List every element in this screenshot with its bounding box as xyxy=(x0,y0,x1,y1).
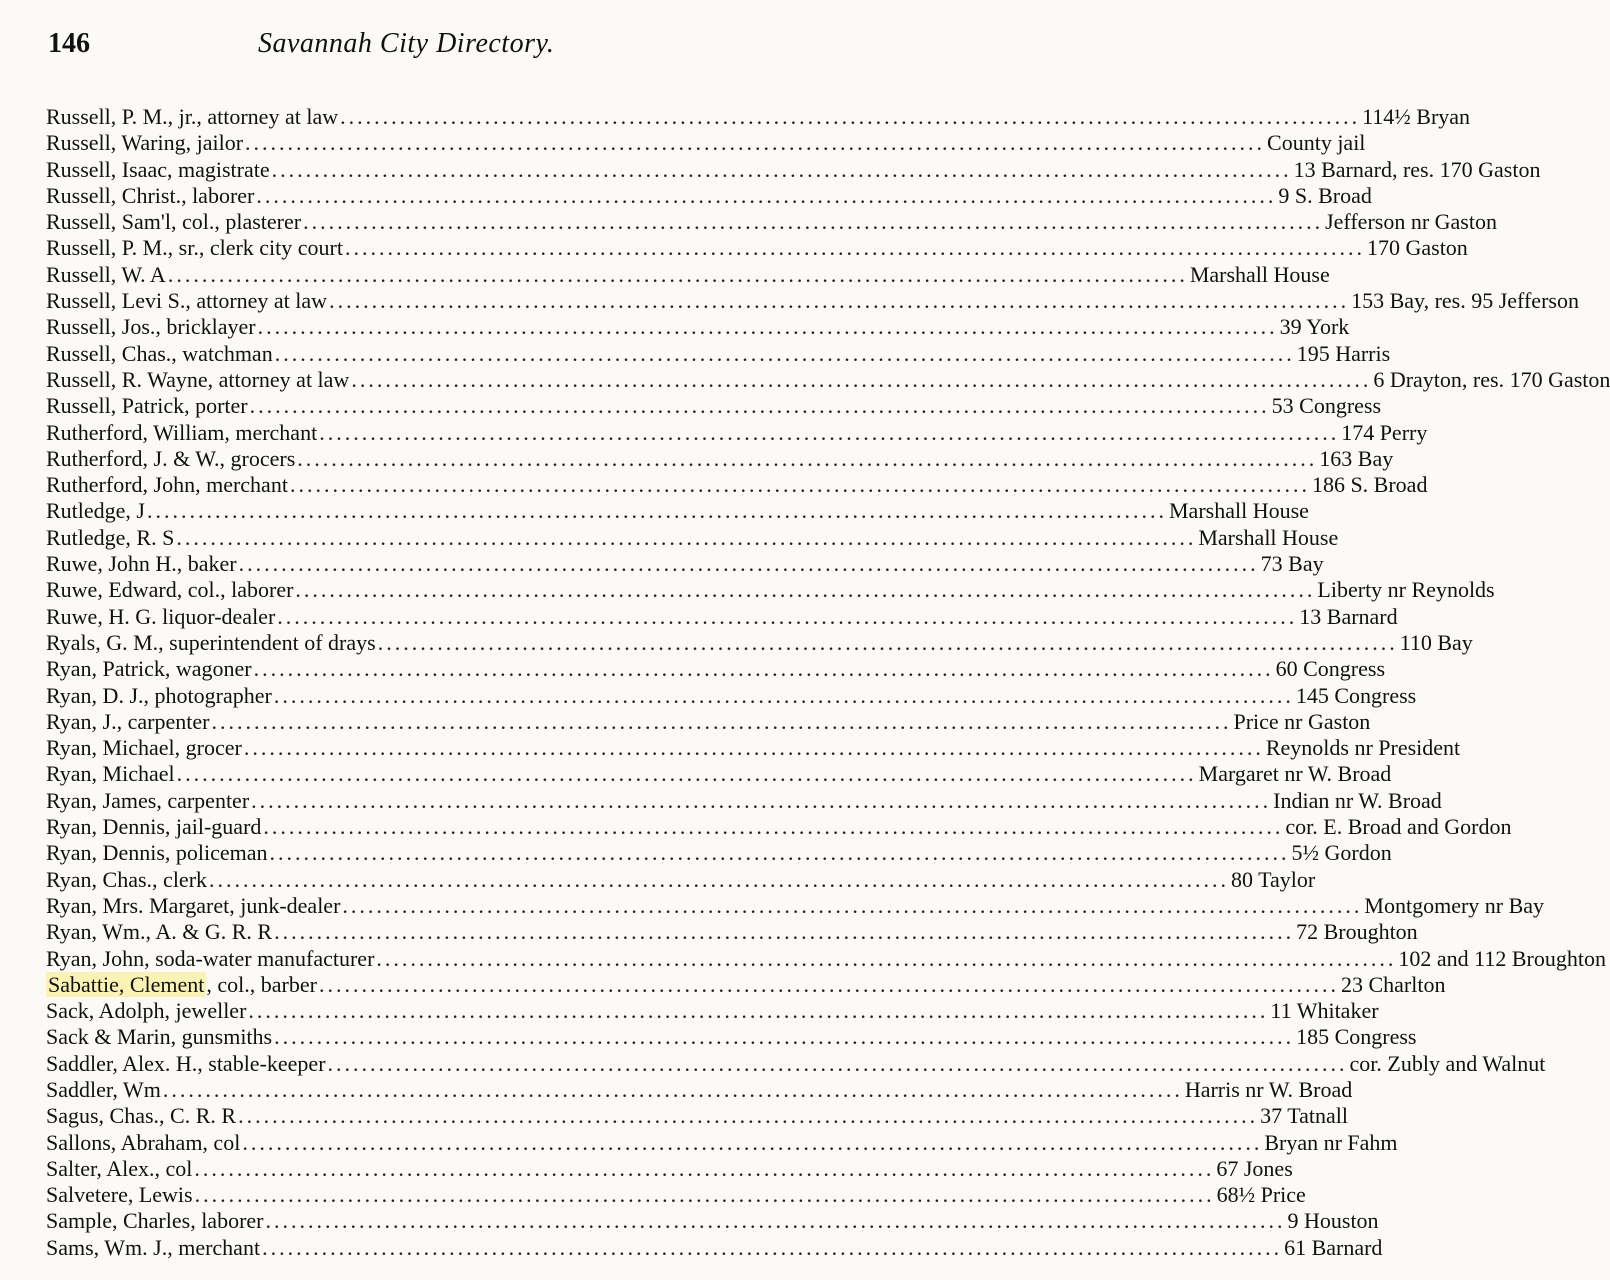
entry-name-text: Sallons, Abraham, col xyxy=(46,1129,241,1155)
leader-dots: ........................................................................................................................ xyxy=(257,314,1278,340)
page-header xyxy=(48,28,808,68)
directory-entry xyxy=(46,261,1330,288)
entry-name xyxy=(46,656,252,682)
entry-address: 60 Congress xyxy=(1275,656,1386,682)
entry-name-text: Russell, P. M., jr., attorney at law xyxy=(46,104,339,129)
entry-name xyxy=(46,104,338,130)
leader-dots: ........................................................................................................................ xyxy=(351,366,1372,392)
entry-address: Margaret nr W. Broad xyxy=(1198,761,1392,787)
entry-address: 185 Congress xyxy=(1296,1024,1417,1050)
entry-name xyxy=(46,735,242,761)
entry-name-text: Saddler, Alex. H., stable-keeper xyxy=(46,1050,326,1076)
entry-address: County jail xyxy=(1267,130,1366,156)
leader-dots: ........................................................................................................................ xyxy=(211,708,1232,734)
entry-name xyxy=(46,972,317,998)
entry-name-text: Ryan, Michael xyxy=(46,761,175,787)
entry-address: 9 S. Broad xyxy=(1278,182,1372,208)
entry-name xyxy=(46,630,376,656)
entry-name-text: Ryan, J., carpenter xyxy=(46,708,210,734)
directory-entry xyxy=(46,156,1541,183)
directory-entry xyxy=(46,130,1366,156)
directory-entry xyxy=(46,629,1473,656)
entry-name xyxy=(46,1182,193,1208)
entry-address: cor. Zubly and Walnut xyxy=(1349,1050,1546,1076)
leader-dots: ........................................................................................................................ xyxy=(242,1129,1263,1155)
directory-entry xyxy=(46,288,1579,314)
entry-name xyxy=(46,551,237,577)
directory-entry xyxy=(46,708,1371,735)
entry-address: Indian nr W. Broad xyxy=(1273,787,1442,813)
entry-address: 72 Broughton xyxy=(1296,919,1418,945)
entry-name xyxy=(46,761,175,787)
entry-address: 39 York xyxy=(1279,314,1350,340)
entry-address: 186 S. Broad xyxy=(1311,472,1428,498)
directory-entry xyxy=(46,919,1418,945)
entry-name xyxy=(46,498,145,524)
highlighted-name: Sabattie, Clement xyxy=(48,971,205,997)
leader-dots: ........................................................................................................................ xyxy=(238,551,1259,577)
directory-entries xyxy=(46,104,1610,1261)
entry-name xyxy=(46,1051,326,1077)
leader-dots: ........................................................................................................................ xyxy=(295,577,1316,603)
entry-name xyxy=(46,420,317,446)
entry-name xyxy=(46,367,349,393)
leader-dots: ........................................................................................................................ xyxy=(245,130,1266,156)
directory-entry xyxy=(46,419,1428,446)
entry-name xyxy=(46,262,166,288)
entry-name xyxy=(46,946,374,972)
leader-dots: ........................................................................................................................ xyxy=(209,866,1230,892)
entry-address: 23 Charlton xyxy=(1340,971,1446,997)
leader-dots: ........................................................................................................................ xyxy=(147,498,1167,524)
leader-dots: ........................................................................................................................ xyxy=(274,919,1295,945)
entry-address: Jefferson nr Gaston xyxy=(1325,209,1497,235)
leader-dots: ........................................................................................................................ xyxy=(319,419,1340,445)
leader-dots: ........................................................................................................................ xyxy=(342,892,1363,918)
directory-entry xyxy=(46,445,1394,472)
leader-dots: ........................................................................................................................ xyxy=(340,104,1361,129)
directory-entry xyxy=(46,971,1446,998)
entry-address: Marshall House xyxy=(1198,524,1339,550)
leader-dots: ........................................................................................................................ xyxy=(277,603,1298,629)
entry-address: 174 Perry xyxy=(1341,419,1428,445)
entry-address: 110 Bay xyxy=(1399,629,1473,655)
leader-dots: ........................................................................................................................ xyxy=(263,814,1284,840)
entry-address: 11 Whitaker xyxy=(1270,998,1379,1024)
entry-name xyxy=(46,867,207,893)
directory-entry xyxy=(46,393,1382,419)
entry-address: 195 Harris xyxy=(1296,340,1391,366)
entry-address: 53 Congress xyxy=(1271,393,1382,419)
entry-name xyxy=(46,1208,264,1234)
entry-address: 13 Barnard, res. 170 Gaston xyxy=(1293,156,1541,182)
entry-name xyxy=(46,577,293,603)
directory-entry xyxy=(46,603,1398,630)
entry-address: 73 Bay xyxy=(1260,551,1324,577)
entry-name xyxy=(46,393,248,419)
entry-address: cor. E. Broad and Gordon xyxy=(1285,814,1512,840)
leader-dots: ........................................................................................................................ xyxy=(376,945,1397,971)
directory-entry xyxy=(46,524,1339,551)
leader-dots: ........................................................................................................................ xyxy=(262,1234,1283,1260)
entry-address: 102 and 112 Broughton xyxy=(1398,945,1606,971)
entry-name-text: Ruwe, H. G. liquor-dealer xyxy=(46,603,276,629)
entry-address: 114½ Bryan xyxy=(1362,104,1471,129)
directory-entry xyxy=(46,998,1379,1024)
entry-name-text: Russell, Waring, jailor xyxy=(46,130,244,156)
entry-name-text: Ryan, John, soda-water manufacturer xyxy=(46,945,375,971)
directory-entry xyxy=(46,1234,1383,1261)
entry-name-text: Russell, Chas., watchman xyxy=(46,340,273,366)
directory-entry xyxy=(46,314,1350,340)
entry-address: Marshall House xyxy=(1189,261,1330,287)
directory-entry xyxy=(46,1103,1348,1129)
entry-name-text: Ruwe, Edward, col., laborer xyxy=(46,577,294,603)
leader-dots: ........................................................................................................................ xyxy=(289,472,1310,498)
entry-name-text: Rutledge, J xyxy=(46,498,145,524)
leader-dots: ........................................................................................................................ xyxy=(238,1103,1259,1129)
entry-name-text: Russell, P. M., sr., clerk city court xyxy=(46,235,343,261)
entry-name xyxy=(46,1024,272,1050)
entry-name-text: Ryan, James, carpenter xyxy=(46,787,250,813)
leader-dots: ........................................................................................................................ xyxy=(253,656,1274,682)
entry-name-text: Salvetere, Lewis xyxy=(46,1182,193,1208)
directory-entry xyxy=(46,104,1471,130)
directory-entry xyxy=(46,472,1428,498)
directory-entry xyxy=(46,1208,1379,1234)
entry-name xyxy=(46,840,268,866)
entry-name xyxy=(46,788,249,814)
leader-dots: ........................................................................................................................ xyxy=(167,261,1188,287)
leader-dots: ........................................................................................................................ xyxy=(162,1076,1183,1102)
entry-name-text: Ryan, Wm., A. & G. R. R xyxy=(46,919,273,945)
leader-dots: ........................................................................................................................ xyxy=(265,1208,1286,1234)
entry-address: 37 Tatnall xyxy=(1260,1103,1348,1129)
directory-entry xyxy=(46,1024,1417,1050)
entry-address: 67 Jones xyxy=(1216,1155,1293,1181)
leader-dots: ........................................................................................................................ xyxy=(194,1155,1215,1181)
directory-entry xyxy=(46,366,1610,393)
entry-address: 145 Congress xyxy=(1295,682,1417,708)
entry-name xyxy=(46,1130,240,1156)
directory-entry xyxy=(46,892,1545,919)
entry-name-text: Salter, Alex., col xyxy=(46,1155,193,1181)
entry-name xyxy=(46,683,272,709)
entry-address: 13 Barnard xyxy=(1299,603,1398,629)
leader-dots: ........................................................................................................................ xyxy=(176,761,1197,787)
page-title: Savannah City Directory. xyxy=(258,28,555,59)
leader-dots: ........................................................................................................................ xyxy=(318,971,1339,997)
entry-name xyxy=(46,1103,236,1129)
leader-dots: ........................................................................................................................ xyxy=(377,629,1398,655)
entry-name xyxy=(46,604,275,630)
directory-entry xyxy=(46,840,1392,866)
page-number: 146 xyxy=(48,28,90,59)
directory-entry xyxy=(46,1155,1293,1182)
leader-dots: ........................................................................................................................ xyxy=(194,1182,1215,1208)
entry-name-text: Rutledge, R. S xyxy=(46,524,175,550)
entry-name xyxy=(46,525,174,551)
leader-dots: ........................................................................................................................ xyxy=(269,840,1290,866)
directory-entry xyxy=(46,761,1392,787)
entry-name-text: Russell, Jos., bricklayer xyxy=(46,314,256,340)
leader-dots: ........................................................................................................................ xyxy=(243,735,1264,761)
leader-dots: ........................................................................................................................ xyxy=(327,1050,1348,1076)
entry-name-text: Rutherford, John, merchant xyxy=(46,472,288,498)
entry-name xyxy=(46,998,246,1024)
leader-dots: ........................................................................................................................ xyxy=(297,445,1318,471)
entry-name-text: Russell, Isaac, magistrate xyxy=(46,156,270,182)
entry-name-text: Russell, Sam'l, col., plasterer xyxy=(46,209,302,235)
entry-name-text: , col., barber xyxy=(206,971,317,997)
entry-name xyxy=(46,341,273,367)
entry-address: 163 Bay xyxy=(1319,445,1394,471)
entry-address: 153 Bay, res. 95 Jefferson xyxy=(1351,288,1579,314)
entry-address: 170 Gaston xyxy=(1366,235,1468,261)
entry-address: Price nr Gaston xyxy=(1233,708,1371,734)
entry-name xyxy=(46,446,295,472)
entry-name-text: Ryan, Dennis, policeman xyxy=(46,840,268,866)
entry-name-text: Sams, Wm. J., merchant xyxy=(46,1234,261,1260)
entry-name xyxy=(46,1235,260,1261)
directory-entry xyxy=(46,682,1417,709)
directory-entry xyxy=(46,1076,1353,1103)
directory-entry xyxy=(46,945,1606,972)
entry-name-text: Russell, Patrick, porter xyxy=(46,393,248,419)
leader-dots: ........................................................................................................................ xyxy=(248,998,1269,1024)
entry-name xyxy=(46,235,343,261)
entry-name-text: Ryals, G. M., superintendent of drays xyxy=(46,629,376,655)
entry-address: Montgomery nr Bay xyxy=(1364,892,1545,918)
leader-dots: ........................................................................................................................ xyxy=(274,1024,1295,1050)
entry-name xyxy=(46,183,254,209)
directory-entry xyxy=(46,1182,1306,1208)
entry-address: 61 Barnard xyxy=(1284,1234,1383,1260)
entry-name xyxy=(46,814,261,840)
entry-name-text: Ryan, D. J., photographer xyxy=(46,682,272,708)
entry-name-text: Sack & Marin, gunsmiths xyxy=(46,1024,273,1050)
entry-name xyxy=(46,314,256,340)
entry-address: 80 Taylor xyxy=(1231,866,1316,892)
entry-address: 9 Houston xyxy=(1287,1208,1379,1234)
entry-address: 6 Drayton, res. 170 Gaston xyxy=(1373,366,1610,392)
leader-dots: ........................................................................................................................ xyxy=(329,288,1350,314)
directory-entry xyxy=(46,787,1442,814)
leader-dots: ........................................................................................................................ xyxy=(274,340,1295,366)
entry-name xyxy=(46,157,270,183)
entry-name-text: Russell, Levi S., attorney at law xyxy=(46,288,328,314)
entry-name-text: Ryan, Dennis, jail-guard xyxy=(46,814,262,840)
leader-dots: ........................................................................................................................ xyxy=(303,209,1324,235)
entry-name-text: Ruwe, John H., baker xyxy=(46,551,237,577)
entry-name xyxy=(46,919,272,945)
entry-name-text: Rutherford, William, merchant xyxy=(46,419,318,445)
entry-address: Marshall House xyxy=(1169,498,1309,524)
entry-name-text: Russell, W. A xyxy=(46,261,166,287)
directory-entry xyxy=(46,209,1497,235)
directory-entry xyxy=(46,735,1461,761)
entry-name xyxy=(46,209,301,235)
entry-address: Bryan nr Fahm xyxy=(1264,1129,1398,1155)
entry-name-text: Sagus, Chas., C. R. R xyxy=(46,1103,237,1129)
directory-entry xyxy=(46,340,1391,367)
entry-name xyxy=(46,1156,192,1182)
directory-entry xyxy=(46,1050,1546,1077)
entry-name-text: Sack, Adolph, jeweller xyxy=(46,998,247,1024)
entry-name-text: Russell, R. Wayne, attorney at law xyxy=(46,366,350,392)
entry-name xyxy=(46,288,327,314)
leader-dots: ........................................................................................................................ xyxy=(176,524,1197,550)
entry-address: Reynolds nr President xyxy=(1265,735,1461,761)
directory-entry xyxy=(46,577,1495,603)
entry-name-text: Ryan, Mrs. Margaret, junk-dealer xyxy=(46,892,341,918)
entry-name xyxy=(46,709,209,735)
entry-address: Liberty nr Reynolds xyxy=(1317,577,1495,603)
directory-entry xyxy=(46,1129,1398,1156)
leader-dots: ........................................................................................................................ xyxy=(344,235,1365,261)
entry-name-text: Russell, Christ., laborer xyxy=(46,182,255,208)
entry-name xyxy=(46,472,288,498)
entry-address: Harris nr W. Broad xyxy=(1184,1076,1353,1102)
leader-dots: ........................................................................................................................ xyxy=(271,156,1292,182)
entry-name-text: Rutherford, J. & W., grocers xyxy=(46,445,296,471)
entry-name-text: Sample, Charles, laborer xyxy=(46,1208,264,1234)
directory-entry xyxy=(46,182,1372,209)
entry-name xyxy=(46,130,243,156)
entry-name xyxy=(46,893,340,919)
directory-entry xyxy=(46,235,1468,261)
leader-dots: ........................................................................................................................ xyxy=(249,393,1270,419)
entry-name-text: Ryan, Michael, grocer xyxy=(46,735,242,761)
directory-entry xyxy=(46,814,1512,840)
directory-entry xyxy=(46,498,1309,524)
leader-dots: ........................................................................................................................ xyxy=(273,682,1294,708)
entry-name xyxy=(46,1077,161,1103)
directory-entry xyxy=(46,656,1386,682)
leader-dots: ........................................................................................................................ xyxy=(256,182,1277,208)
directory-entry xyxy=(46,866,1316,893)
leader-dots: ........................................................................................................................ xyxy=(251,787,1272,813)
entry-address: 5½ Gordon xyxy=(1291,840,1392,866)
entry-name-text: Ryan, Chas., clerk xyxy=(46,866,208,892)
entry-name-text: Ryan, Patrick, wagoner xyxy=(46,656,252,682)
entry-name-text: Saddler, Wm xyxy=(46,1076,161,1102)
entry-address: 68½ Price xyxy=(1216,1182,1306,1208)
directory-entry xyxy=(46,551,1324,577)
